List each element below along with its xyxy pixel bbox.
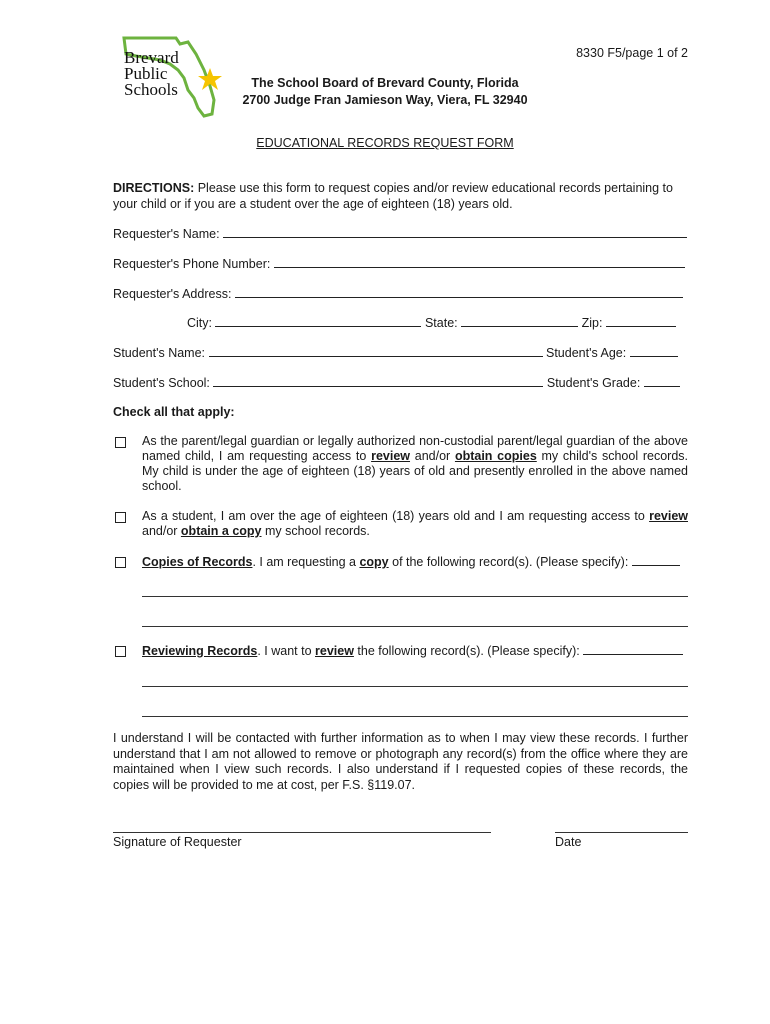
signature-label: Signature of Requester — [113, 835, 242, 849]
student-school-field[interactable] — [213, 375, 543, 387]
directions-text: Please use this form to request copies and/or review educational records pertaining to your child or if you are a student over the age of eighteen (18) years old. — [113, 181, 673, 211]
student-text-c: my school records. — [261, 524, 370, 538]
student-name-row — [113, 345, 688, 360]
student-obtain: obtain a copy — [180, 524, 262, 538]
signature-line[interactable] — [113, 832, 491, 833]
reviewing-specify-field[interactable] — [583, 643, 683, 655]
state-label: State: — [424, 316, 458, 330]
form-title-text: EDUCATIONAL RECORDS REQUEST FORM — [256, 136, 514, 150]
reviewing-text-b: the following record(s). (Please specify): — [353, 644, 580, 658]
reviewing-review: review — [315, 644, 354, 658]
guardian-option-text — [142, 434, 688, 494]
requester-address-row — [113, 286, 688, 301]
requester-name-field[interactable] — [223, 226, 687, 238]
guardian-review: review — [371, 449, 411, 463]
state-field[interactable] — [461, 315, 578, 327]
student-review: review — [649, 509, 688, 523]
reviewing-line-2[interactable] — [142, 716, 688, 717]
student-school-row — [113, 375, 688, 390]
requester-address-label: Requester's Address: — [113, 287, 232, 301]
directions — [113, 181, 688, 212]
requester-address-field[interactable] — [235, 286, 683, 298]
student-age-field[interactable] — [630, 345, 678, 357]
copies-title: Copies of Records — [142, 555, 253, 569]
copies-checkbox[interactable] — [115, 557, 126, 568]
copies-line-2[interactable] — [142, 626, 688, 627]
guardian-obtain: obtain copies — [454, 449, 537, 463]
guardian-text-a: As the parent/legal guardian or legally authorized non-custodial parent/legal guardian of the above named child, I am requesting access to — [142, 434, 688, 463]
form-title — [0, 136, 770, 150]
student-text-a: As a student, I am over the age of eighteen (18) years old and I am requesting access to — [142, 509, 650, 523]
student-option-text — [142, 509, 688, 539]
header-org: The School Board of Brevard County, Florida — [251, 76, 519, 90]
directions-label: DIRECTIONS: — [113, 181, 195, 195]
reviewing-title: Reviewing Records — [142, 644, 258, 658]
copies-line-1[interactable] — [142, 596, 688, 597]
guardian-text-c: my child's school records. My child is under the age of eighteen (18) years of old and presently enrolled in the above named school. — [142, 449, 688, 493]
logo-line-2: Public — [124, 64, 168, 83]
requester-phone-field[interactable] — [274, 256, 685, 268]
student-age-label: Student's Age: — [546, 346, 627, 360]
student-text-b: and/or — [142, 524, 181, 538]
city-field[interactable] — [215, 315, 421, 327]
requester-phone-row — [113, 256, 688, 271]
student-grade-field[interactable] — [644, 375, 680, 387]
copies-text-a: . I am requesting a — [252, 555, 360, 569]
guardian-text-b: and/or — [410, 449, 455, 463]
reviewing-checkbox[interactable] — [115, 646, 126, 657]
student-name-field[interactable] — [209, 345, 543, 357]
logo-line-3: Schools — [124, 80, 178, 99]
student-name-label: Student's Name: — [113, 346, 206, 360]
logo-line-1: Brevard — [124, 48, 179, 67]
reviewing-option-text — [142, 643, 688, 658]
city-label: City: — [187, 316, 212, 330]
check-heading: Check all that apply: — [113, 405, 235, 419]
date-label: Date — [555, 835, 582, 849]
reviewing-line-1[interactable] — [142, 686, 688, 687]
student-checkbox[interactable] — [115, 512, 126, 523]
requester-name-label: Requester's Name: — [113, 227, 220, 241]
reviewing-text-a: . I want to — [257, 644, 315, 658]
understanding-paragraph: I understand I will be contacted with further information as to when I may view these records. I further understand that I am not allowed to remove or photograph any record(s) from the office where they are maintained when I view such records. I also understand if I requested copies of these records, the copies will be provided to me at cost, per F.S. §119.07. — [113, 731, 688, 792]
date-line[interactable] — [555, 832, 688, 833]
page-reference: 8330 F5/page 1 of 2 — [576, 46, 688, 60]
zip-field[interactable] — [606, 315, 676, 327]
copies-specify-field[interactable] — [632, 554, 680, 566]
copies-option-text — [142, 554, 688, 569]
copies-text-b: of the following record(s). (Please specify): — [388, 555, 629, 569]
requester-name-row — [113, 226, 688, 241]
student-school-label: Student's School: — [113, 376, 210, 390]
student-grade-label: Student's Grade: — [546, 376, 641, 390]
zip-label: Zip: — [581, 316, 603, 330]
guardian-checkbox[interactable] — [115, 437, 126, 448]
requester-phone-label: Requester's Phone Number: — [113, 257, 271, 271]
header-address: 2700 Judge Fran Jamieson Way, Viera, FL 32940 — [242, 93, 528, 107]
copies-copy: copy — [359, 555, 389, 569]
city-state-zip-row — [187, 315, 687, 330]
